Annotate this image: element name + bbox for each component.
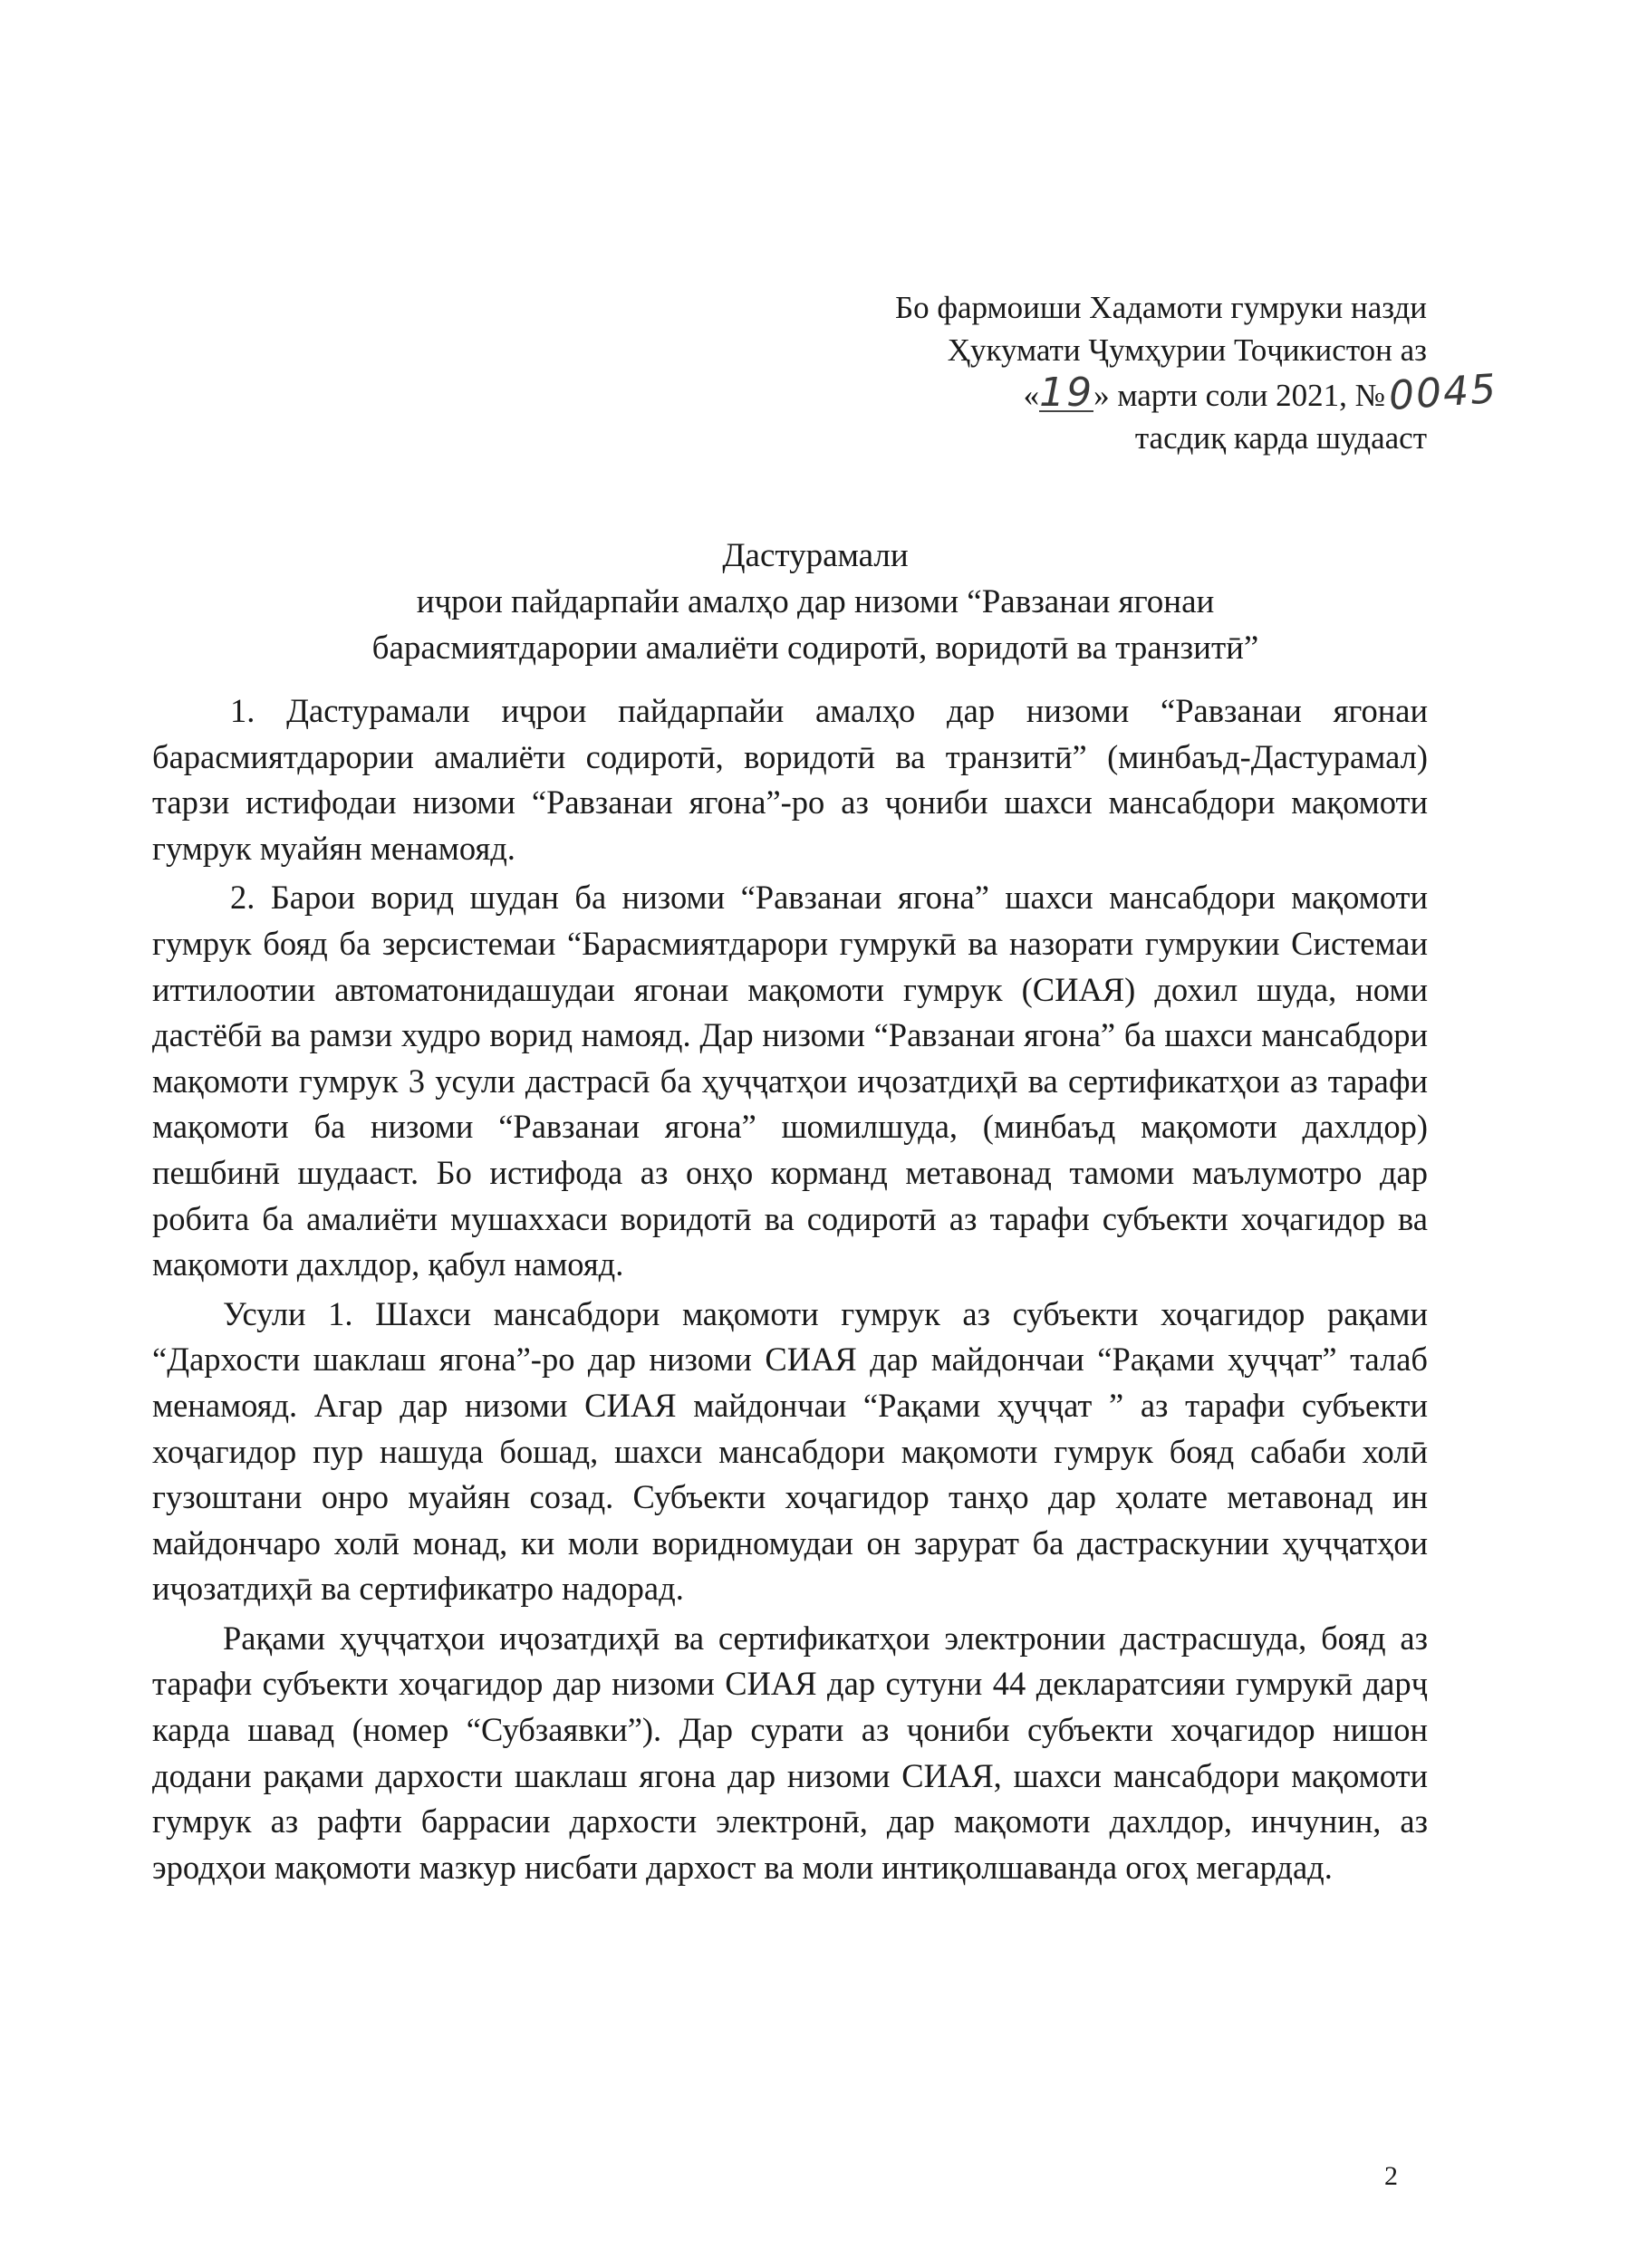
- page-number: 2: [1384, 2161, 1398, 2191]
- approval-line-4: тасдиқ карда шудааст: [1134, 420, 1427, 456]
- document-title: [181, 533, 1450, 671]
- paragraph-2: 2. Барои ворид шудан ба низоми “Равзанаи ягона” шахси мансабдори мақомоти гумрук бояд ба зерсистемаи “Барасмиятдарори гумрукӣ ва назорати гумрукии Системаи иттилоотии автоматонидашудаи ягонаи мақомоти гумрук (СИАЯ) дохил шуда, номи дастёбӣ ва рамзи худро ворид намояд. Дар низоми “Равзанаи ягона” ба шахси мансабдори мақомоти гумрук 3 усули дастрасӣ ба ҳуҷҷатҳои иҷозатдиҳӣ ва сертификатҳои аз тарафи мақомоти ба низоми “Равзанаи ягона” шомилшуда, (минбаъд мақомоти дахлдор) пешбинӣ шудааст. Бо истифода аз онҳо корманд метавонад тамоми маълумотро дар робита ба амалиёти мушаххаси воридотӣ ва содиротӣ аз тарафи субъекти хоҷагидор ва мақомоти дахлдор, қабул намояд.: [152, 879, 1428, 1283]
- approval-number-handwritten: 0045: [1387, 365, 1499, 420]
- title-line-1: Дастурамали: [722, 537, 909, 574]
- paragraph-document-numbers: Рақами ҳуҷҷатҳои иҷозатдиҳӣ ва сертификатҳои электронии дастрасшуда, бояд аз тарафи субъекти хоҷагидор дар низоми СИАЯ дар сутуни 44 декларатсияи гумрукӣ дарҷ карда шавад (номер “Субзаявки”). Дар сурати аз ҷониби субъекти хоҷагидор нишон додани рақами дархости шаклаш ягона дар низоми СИАЯ, шахси мансабдори мақомоти гумрук аз рафти баррасии дархости электронӣ, дар мақомоти дахлдор, инчунин, аз эродҳои мақомоти мазкур нисбати дархост ва моли интиқолшаванда огоҳ мегардад.: [152, 1619, 1428, 1886]
- title-line-3: барасмиятдарории амалиёти содиротӣ, воридотӣ ва транзитӣ”: [371, 629, 1259, 667]
- paragraph-method-1: Усули 1. Шахси мансабдори мақомоти гумрук аз субъекти хоҷагидор рақами “Дархости шаклаш ягона”-ро дар низоми СИАЯ дар майдончаи “Рақами ҳуҷҷат” талаб менамояд. Агар дар низоми СИАЯ майдончаи “Рақами ҳуҷҷат ” аз тарафи субъекти хоҷагидор пур нашуда бошад, шахси мансабдори мақомоти гумрук бояд сабаби холӣ гузоштани онро муайян созад. Субъекти хоҷагидор танҳо дар ҳолате метавонад ин майдончаро холӣ монад, ки моли воридномудаи он зарурат ба дастраскунии ҳуҷҷатҳои иҷозатдиҳӣ ва сертификатро надорад.: [152, 1294, 1428, 1608]
- approval-line-2: Ҳукумати Ҷумҳурии Тоҷикистон аз: [947, 332, 1427, 368]
- approval-day-handwritten: 19: [1039, 370, 1094, 416]
- document-body: [152, 688, 1428, 1894]
- paragraph-1: 1. Дастурамали иҷрои пайдарпайи амалҳо дар низоми “Равзанаи ягонаи барасмиятдарории амалиёти содиротӣ, воридотӣ ва транзитӣ” (минбаъд-Дастурамал) тарзи истифодаи низоми “Равзанаи ягона”-ро аз ҷониби шахси мансабдори мақомоти гумрук муайян менамояд.: [152, 692, 1428, 867]
- approval-line-3: [612, 365, 1499, 420]
- title-line-2: иҷрои пайдарпайи амалҳо дар низоми “Равзанаи ягонаи: [416, 583, 1215, 620]
- approval-stamp-text: [612, 286, 1499, 459]
- approval-date-text: » марти соли 2021, №: [1093, 378, 1386, 413]
- approval-quote-open: «: [1023, 378, 1040, 413]
- approval-line-1: Бо фармоиши Хадамоти гумруки назди: [894, 290, 1427, 325]
